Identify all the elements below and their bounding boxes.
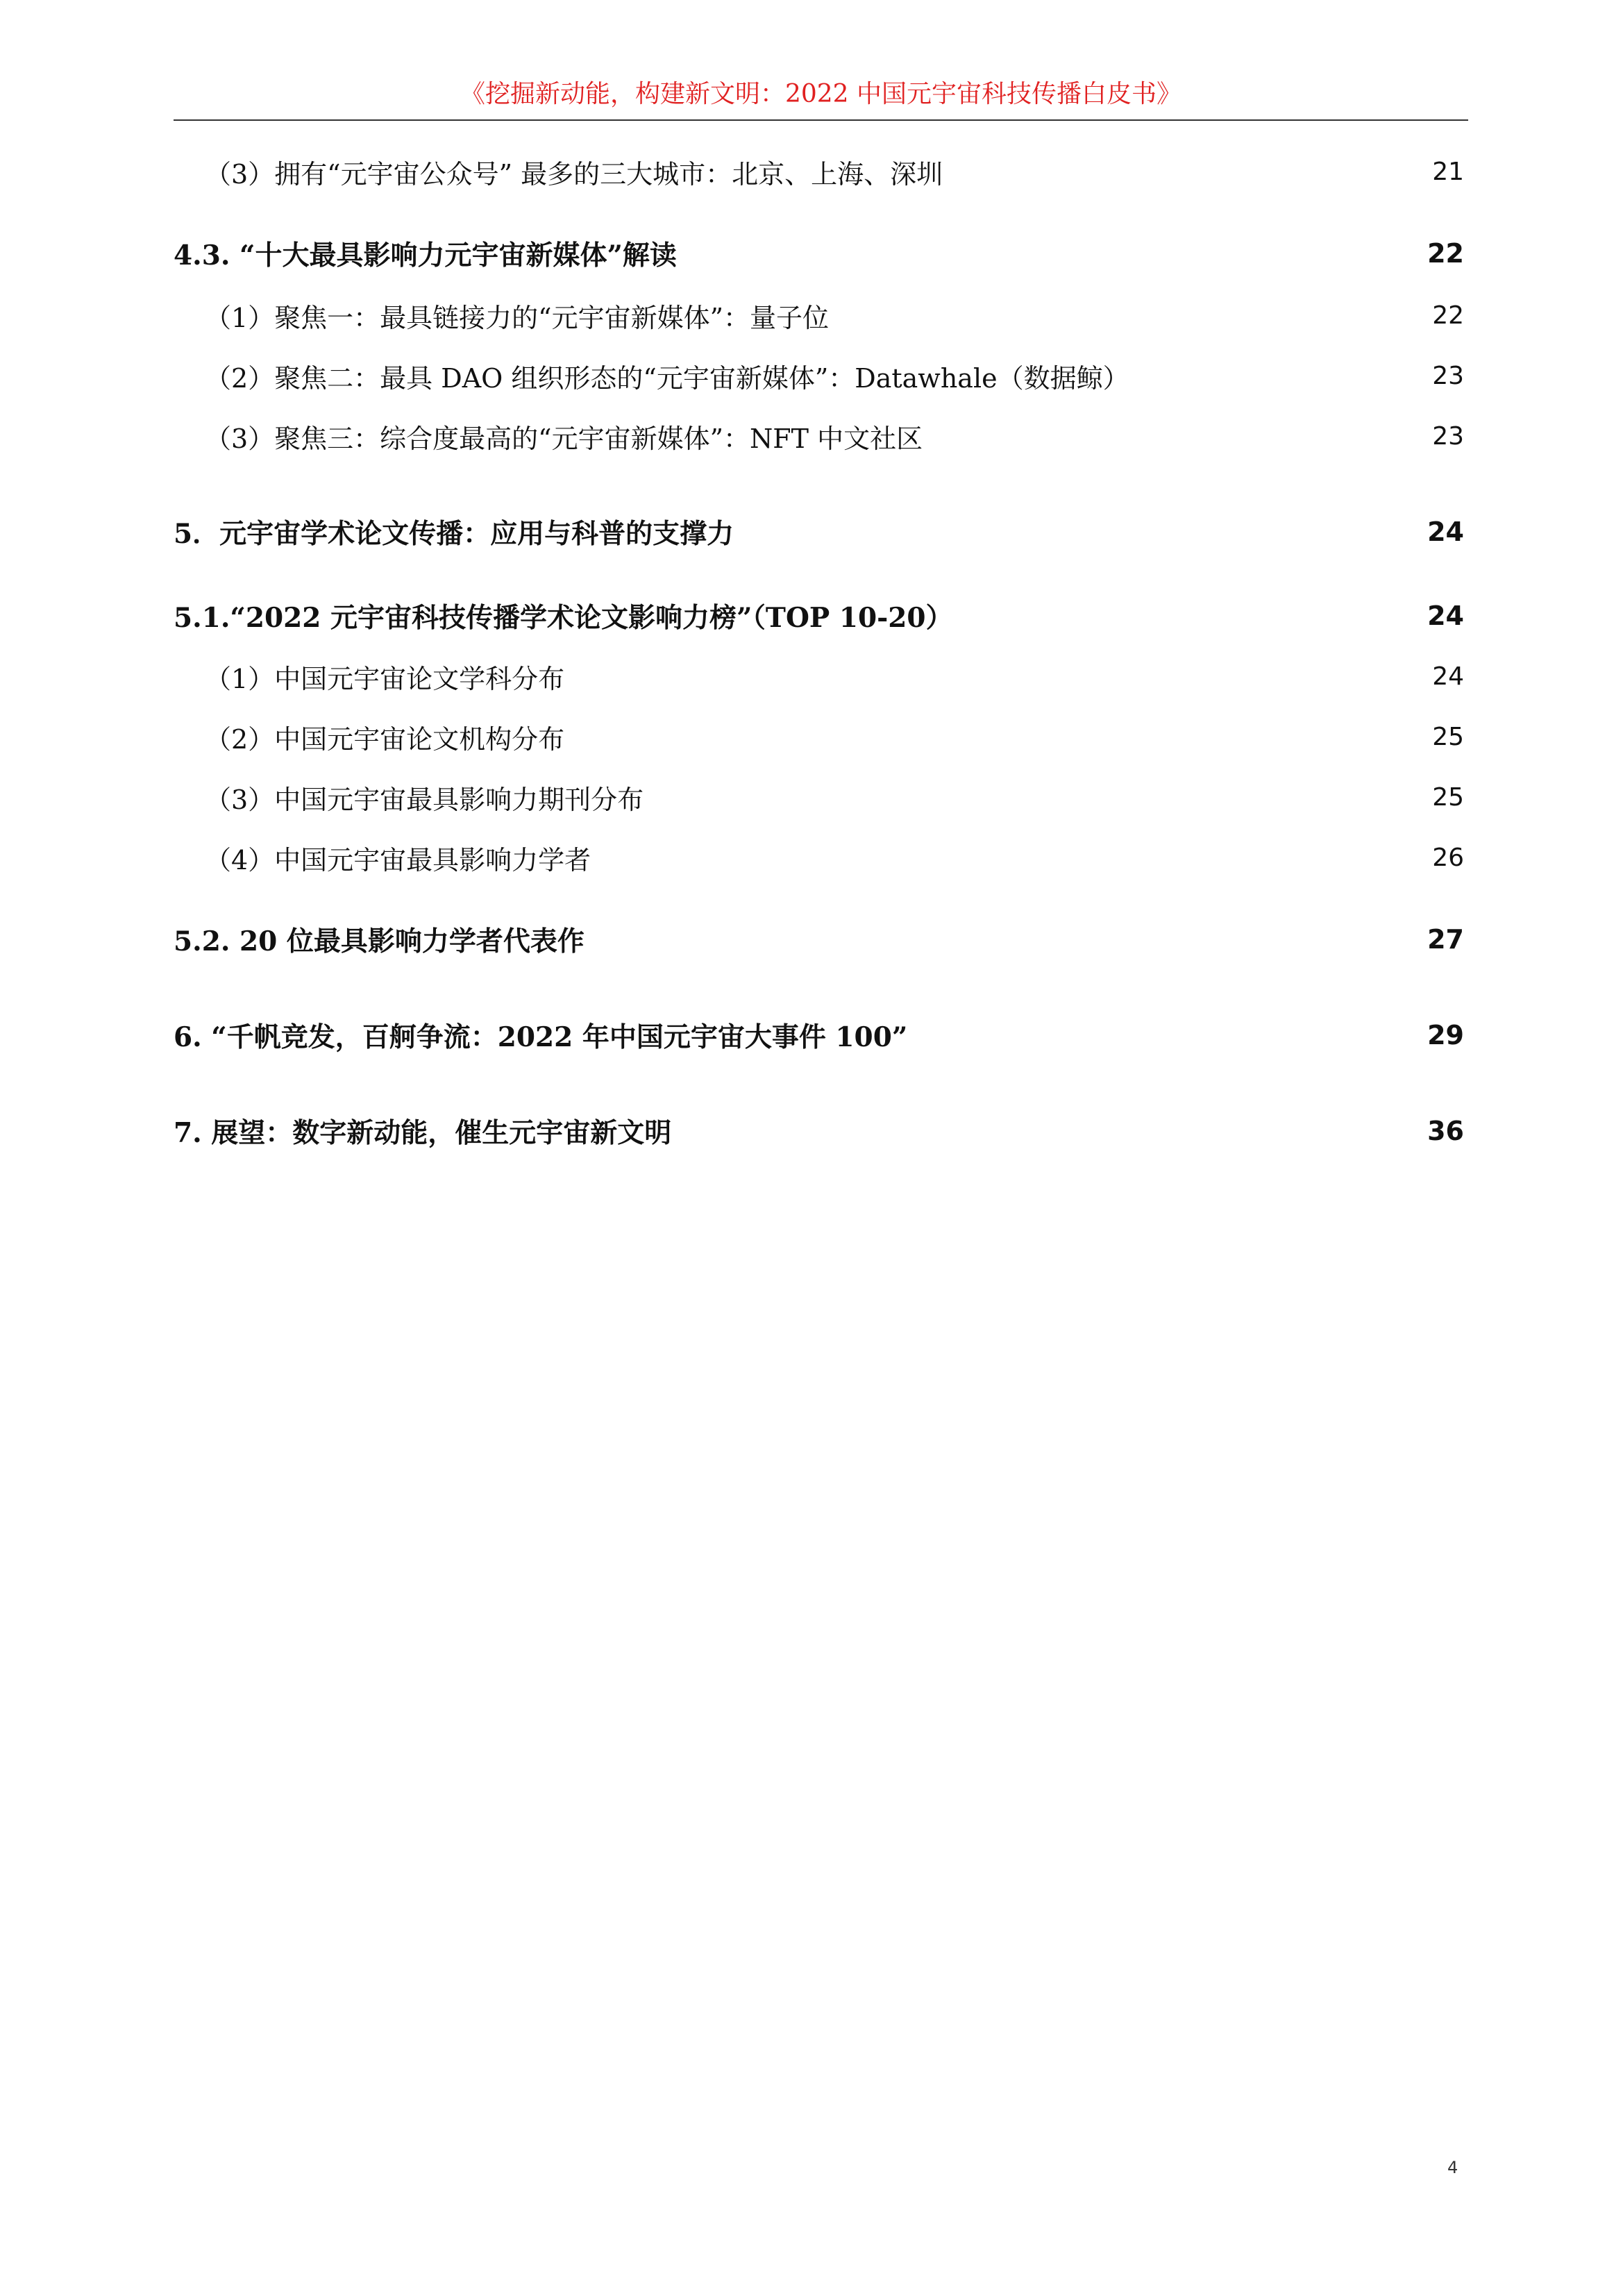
toc-entry-title: （2）中国元宇宙论文机构分布 [205, 723, 565, 755]
toc-entry-page: 29 [1427, 1020, 1464, 1050]
toc-entry-title: （3）拥有“元宇宙公众号” 最多的三大城市：北京、上海、深圳 [205, 158, 943, 190]
toc-entry-title: 6. “千帆竞发，百舸争流：2022 年中国元宇宙大事件 100” [174, 1021, 908, 1053]
table-of-contents [174, 0, 1468, 2296]
toc-entry[interactable] [174, 657, 1468, 696]
toc-entry[interactable] [174, 152, 1468, 191]
toc-entry-page: 25 [1432, 782, 1464, 812]
toc-entry[interactable] [174, 717, 1468, 756]
toc-entry[interactable] [174, 512, 1468, 551]
toc-entry[interactable] [174, 417, 1468, 455]
toc-entry-title: （3）中国元宇宙最具影响力期刊分布 [205, 784, 644, 815]
toc-entry-title: 5.2. 20 位最具影响力学者代表作 [174, 925, 585, 957]
toc-entry-title: （1）中国元宇宙论文学科分布 [205, 663, 565, 694]
toc-entry[interactable] [174, 1016, 1468, 1055]
toc-entry-title: （2）聚焦二：最具 DAO 组织形态的“元宇宙新媒体”：Datawhale（数据鲸） [205, 362, 1129, 394]
toc-entry-page: 22 [1432, 301, 1464, 330]
toc-entry-title: （4）中国元宇宙最具影响力学者 [205, 844, 591, 875]
toc-entry[interactable] [174, 356, 1468, 395]
toc-entry[interactable] [174, 234, 1468, 273]
toc-entry[interactable] [174, 838, 1468, 877]
toc-entry[interactable] [174, 296, 1468, 335]
page-number: 4 [1447, 2158, 1458, 2177]
toc-entry-page: 25 [1432, 722, 1464, 751]
toc-entry-title: 5.1.“2022 元宇宙科技传播学术论文影响力榜”（TOP 10-20） [174, 602, 953, 634]
toc-entry-title: 5．元宇宙学术论文传播：应用与科普的支撑力 [174, 518, 734, 550]
toc-entry-title: 4.3. “十大最具影响力元宇宙新媒体”解读 [174, 240, 677, 271]
page-header-title: 《挖掘新动能，构建新文明：2022 中国元宇宙科技传播白皮书》 [460, 80, 1182, 108]
toc-entry-page: 21 [1432, 157, 1464, 186]
toc-entry-page: 26 [1432, 843, 1464, 872]
toc-entry-title: （3）聚焦三：综合度最高的“元宇宙新媒体”：NFT 中文社区 [205, 423, 923, 454]
toc-entry-page: 23 [1432, 361, 1464, 390]
toc-entry[interactable] [174, 920, 1468, 959]
toc-entry-title: 7. 展望：数字新动能，催生元宇宙新文明 [174, 1117, 672, 1149]
toc-entry-page: 24 [1427, 517, 1464, 547]
toc-entry[interactable] [174, 596, 1468, 635]
toc-entry-page: 24 [1427, 601, 1464, 631]
toc-entry-page: 22 [1427, 238, 1464, 269]
toc-entry-title: （1）聚焦一：最具链接力的“元宇宙新媒体”：量子位 [205, 302, 830, 333]
toc-entry[interactable] [174, 1112, 1468, 1150]
toc-entry-page: 23 [1432, 421, 1464, 451]
toc-entry[interactable] [174, 778, 1468, 816]
toc-entry-page: 24 [1432, 662, 1464, 691]
toc-entry-page: 27 [1427, 924, 1464, 955]
toc-entry-page: 36 [1427, 1116, 1464, 1146]
